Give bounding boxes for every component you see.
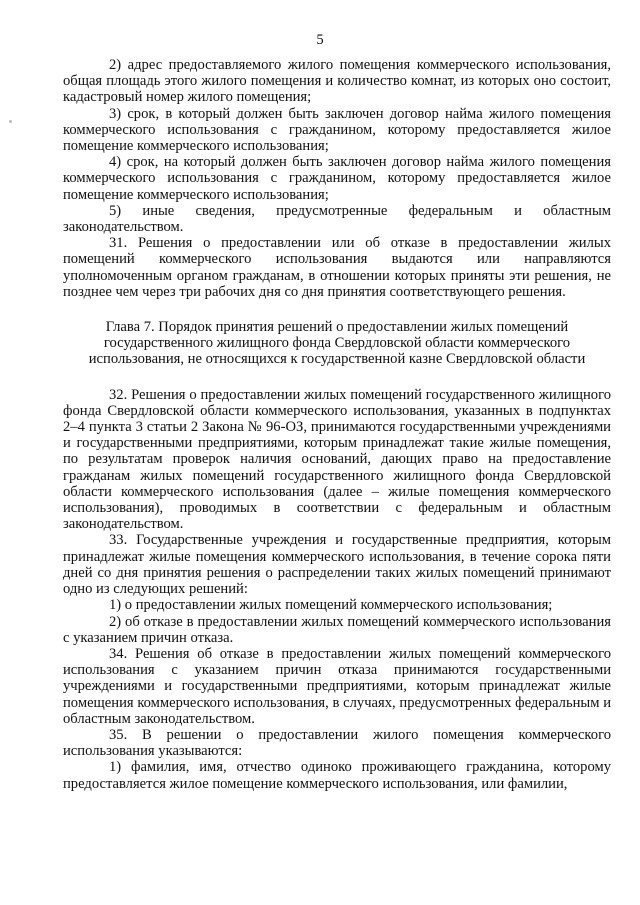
paragraph: 31. Решения о предоставлении или об отказе в предоставлении жилых помещений коммерческого использования выдаются или направляются уполномоченным органом гражданам, в отношении которых приняты эти решения, не позднее чем через три рабочих дня со дня принятия соответствующего решения. — [63, 235, 611, 300]
paragraph: 2) адрес предоставляемого жилого помещения коммерческого использования, общая площадь этого жилого помещения и количество комнат, из которых оно состоит, кадастровый номер жилого помещения; — [63, 57, 611, 106]
paragraph: 2) об отказе в предоставлении жилых помещений коммерческого использования с указанием причин отказа. — [63, 613, 611, 646]
paragraph: 32. Решения о предоставлении жилых помещений государственного жилищного фонда Свердловской области коммерческого использования, указанных в подпунктах 2–4 пункта 3 статьи 2 Закона № 96-ОЗ, принимаются государственными учреждениями и государственными предприятиями, которым принадлежат такие жилые помещения, по результатам проверок наличия оснований, дающих право на предоставление гражданам жилых помещений государственного жилищного фонда Свердловской области коммерческого использования (далее – жилые помещения коммерческого использования), проводимых в соответствии с федеральным и областным законодательством. — [63, 386, 611, 533]
paragraph: 4) срок, на который должен быть заключен договор найма жилого помещения коммерческого использования с гражданином, которому предоставляется жилое помещение коммерческого использования; — [63, 154, 611, 203]
document-body — [63, 57, 611, 792]
paragraph: 34. Решения об отказе в предоставлении жилых помещений коммерческого использования с указанием причин отказа принимаются государственными учреждениями и государственными предприятиями, которым принадлежат жилые помещения коммерческого использования, в случаях, предусмотренных федеральным и областным законодательством. — [63, 645, 611, 727]
paragraph: 1) о предоставлении жилых помещений коммерческого использования; — [109, 597, 553, 614]
paragraph: 35. В решении о предоставлении жилого помещения коммерческого использования указываются: — [63, 726, 611, 760]
scan-margin-mark — [9, 120, 12, 123]
paragraph: 3) срок, в который должен быть заключен договор найма жилого помещения коммерческого использования с гражданином, которому предоставляется жилое помещение коммерческого использования; — [63, 105, 611, 155]
chapter-title: Глава 7. Порядок принятия решений о предоставлении жилых помещений государственного жилищного фонда Свердловской области коммерческого использования, не относящихся к государственной казне Свердловской области — [88, 319, 586, 368]
paragraph: 5) иные сведения, предусмотренные федеральным и областным законодательством. — [63, 202, 611, 236]
page-number: 5 — [316, 32, 324, 48]
paragraph: 1) фамилия, имя, отчество одиноко проживающего гражданина, которому предоставляется жилое помещение коммерческого использования, или фамилии, — [63, 759, 611, 792]
paragraph: 33. Государственные учреждения и государственные предприятия, которым принадлежат жилые помещения коммерческого использования, в течение сорока пяти дней со дня принятия решения о распределении таких жилых помещений принимают одно из следующих решений: — [63, 532, 611, 598]
